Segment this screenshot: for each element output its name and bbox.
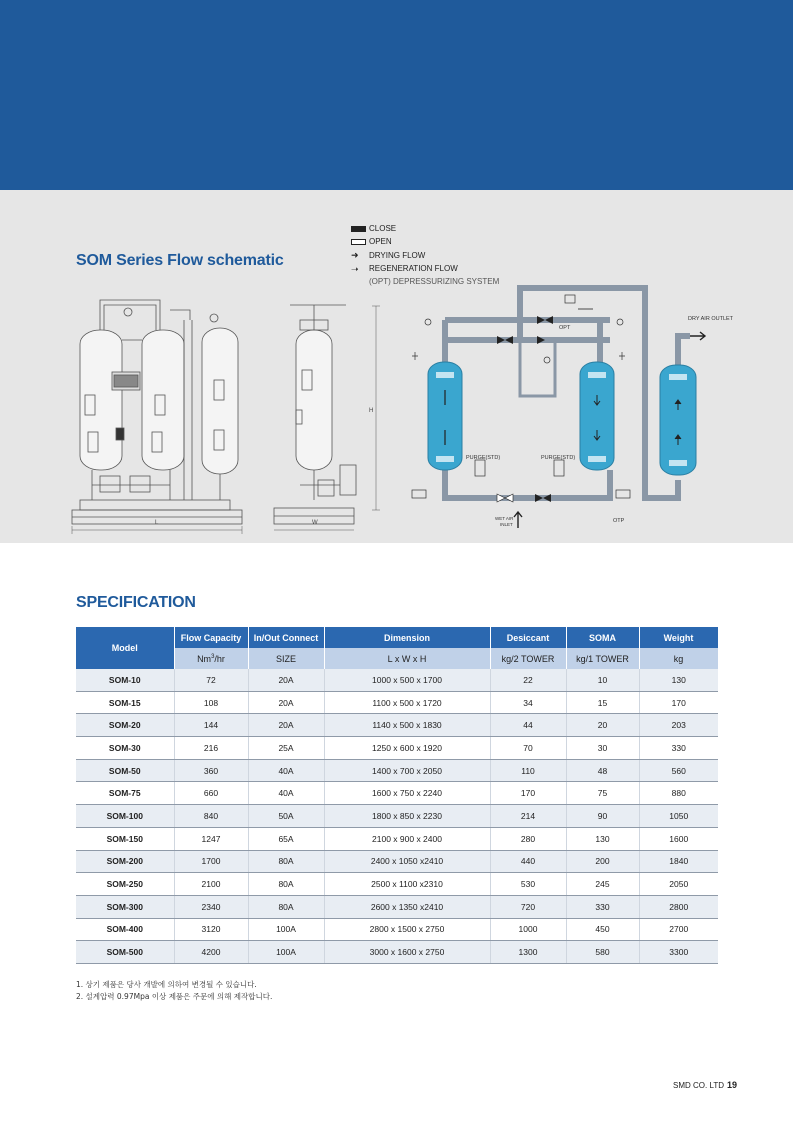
page-number: 19 (726, 1080, 737, 1090)
value-cell: 880 (639, 782, 718, 805)
value-cell: 25A (248, 737, 324, 760)
value-cell: 80A (248, 873, 324, 896)
value-cell: 2700 (639, 918, 718, 941)
value-cell: 100A (248, 918, 324, 941)
value-cell: 1300 (490, 941, 566, 964)
value-cell: 15 (566, 691, 639, 714)
value-cell: 1050 (639, 805, 718, 828)
wet-air-label: WET AIR (495, 516, 514, 521)
value-cell: 440 (490, 850, 566, 873)
value-cell: 580 (566, 941, 639, 964)
value-cell: 2800 x 1500 x 2750 (324, 918, 490, 941)
value-cell: 1000 x 500 x 1700 (324, 669, 490, 691)
value-cell: 3120 (174, 918, 248, 941)
specification-title: SPECIFICATION (76, 594, 196, 611)
value-cell: 2340 (174, 895, 248, 918)
model-cell: SOM-30 (76, 737, 174, 760)
schematic-title: SOM Series Flow schematic (76, 252, 284, 269)
table-row (76, 850, 718, 873)
valves (497, 316, 553, 502)
model-cell: SOM-100 (76, 805, 174, 828)
value-cell: 44 (490, 714, 566, 737)
value-cell: 170 (639, 691, 718, 714)
value-cell: 80A (248, 850, 324, 873)
tower-right (580, 362, 614, 470)
dim-w-label: W (312, 520, 318, 526)
value-cell: 2500 x 1100 x2310 (324, 873, 490, 896)
value-cell: 560 (639, 759, 718, 782)
value-cell: 330 (566, 895, 639, 918)
value-cell: 110 (490, 759, 566, 782)
table-row (76, 941, 718, 964)
table-header-row (76, 627, 718, 648)
front-view-drawing (72, 300, 242, 534)
footnote-2: 2. 설계압력 0.97Mpa 이상 제품은 주문에 의해 제작합니다. (76, 992, 273, 1001)
page-footer (673, 1080, 737, 1090)
drying-arrow-icon: ➜ (351, 250, 359, 261)
header-desiccant: Desiccant (490, 627, 566, 648)
value-cell: 20A (248, 691, 324, 714)
value-cell: 70 (490, 737, 566, 760)
table-row (76, 873, 718, 896)
value-cell: 1140 x 500 x 1830 (324, 714, 490, 737)
pipe-network (445, 288, 690, 498)
header-connect: In/Out Connect (248, 627, 324, 648)
unit-connect: SIZE (248, 648, 324, 669)
table-row (76, 669, 718, 691)
value-cell: 144 (174, 714, 248, 737)
value-cell: 1100 x 500 x 1720 (324, 691, 490, 714)
otp-label: OTP (613, 518, 625, 524)
opt-label: OPT (559, 325, 571, 331)
dim-l-label: L (155, 520, 159, 526)
value-cell: 3000 x 1600 x 2750 (324, 941, 490, 964)
value-cell: 108 (174, 691, 248, 714)
outlet-arrow-icon (690, 332, 705, 340)
model-cell: SOM-15 (76, 691, 174, 714)
header-soma: SOMA (566, 627, 639, 648)
value-cell: 40A (248, 782, 324, 805)
value-cell: 840 (174, 805, 248, 828)
value-cell: 20A (248, 669, 324, 691)
header-weight: Weight (639, 627, 718, 648)
value-cell: 72 (174, 669, 248, 691)
model-cell: SOM-20 (76, 714, 174, 737)
value-cell: 1600 x 750 x 2240 (324, 782, 490, 805)
model-cell: SOM-75 (76, 782, 174, 805)
value-cell: 75 (566, 782, 639, 805)
value-cell: 1247 (174, 827, 248, 850)
table-row (76, 737, 718, 760)
value-cell: 2050 (639, 873, 718, 896)
legend-regeneration: ➝ REGENERATION FLOW (351, 263, 458, 274)
header-model: Model (76, 627, 174, 669)
value-cell: 130 (566, 827, 639, 850)
table-row (76, 827, 718, 850)
value-cell: 245 (566, 873, 639, 896)
unit-dimension: L x W x H (324, 648, 490, 669)
flow-schematic-drawing (0, 190, 793, 543)
legend-close: CLOSE (351, 222, 499, 235)
value-cell: 280 (490, 827, 566, 850)
table-body (76, 669, 718, 963)
model-cell: SOM-150 (76, 827, 174, 850)
model-cell: SOM-200 (76, 850, 174, 873)
value-cell: 65A (248, 827, 324, 850)
model-cell: SOM-300 (76, 895, 174, 918)
value-cell: 48 (566, 759, 639, 782)
value-cell: 720 (490, 895, 566, 918)
regeneration-arrow-icon: ➝ (351, 263, 359, 274)
value-cell: 1840 (639, 850, 718, 873)
value-cell: 216 (174, 737, 248, 760)
unit-soma: kg/1 TOWER (566, 648, 639, 669)
dim-h-label: H (369, 408, 374, 414)
inlet-label: INLET (500, 522, 513, 527)
value-cell: 30 (566, 737, 639, 760)
value-cell: 200 (566, 850, 639, 873)
value-cell: 1800 x 850 x 2230 (324, 805, 490, 828)
model-cell: SOM-400 (76, 918, 174, 941)
value-cell: 50A (248, 805, 324, 828)
model-cell: SOM-10 (76, 669, 174, 691)
value-cell: 330 (639, 737, 718, 760)
value-cell: 530 (490, 873, 566, 896)
unit-desiccant: kg/2 TOWER (490, 648, 566, 669)
value-cell: 170 (490, 782, 566, 805)
model-cell: SOM-50 (76, 759, 174, 782)
table-row (76, 918, 718, 941)
table-row (76, 691, 718, 714)
inlet-arrow-icon (514, 512, 522, 528)
value-cell: 2100 (174, 873, 248, 896)
value-cell: 360 (174, 759, 248, 782)
value-cell: 40A (248, 759, 324, 782)
unit-weight: kg (639, 648, 718, 669)
unit-flow: Nm$^3$/hr (174, 648, 248, 669)
table-row (76, 759, 718, 782)
value-cell: 1400 x 700 x 2050 (324, 759, 490, 782)
value-cell: 1250 x 600 x 1920 (324, 737, 490, 760)
footnotes (76, 979, 272, 1003)
flow-diagram (412, 288, 705, 528)
footnote-1: 1. 상기 제품은 당사 개발에 의하여 변경될 수 있습니다. (76, 980, 257, 989)
legend-opt: (OPT) DEPRESSURIZING SYSTEM (369, 277, 500, 287)
value-cell: 1000 (490, 918, 566, 941)
value-cell: 2400 x 1050 x2410 (324, 850, 490, 873)
legend-drying: ➜ DRYING FLOW (351, 250, 426, 261)
value-cell: 2100 x 900 x 2400 (324, 827, 490, 850)
value-cell: 2800 (639, 895, 718, 918)
tower-left (428, 362, 462, 470)
purge-right-label: PURGE(STD) (541, 455, 576, 461)
value-cell: 1700 (174, 850, 248, 873)
value-cell: 1600 (639, 827, 718, 850)
value-cell: 4200 (174, 941, 248, 964)
dry-air-outlet-label: DRY AIR OUTLET (688, 316, 734, 322)
value-cell: 100A (248, 941, 324, 964)
specification-table (76, 627, 719, 964)
header-flow-capacity: Flow Capacity (174, 627, 248, 648)
header-dimension: Dimension (324, 627, 490, 648)
top-color-band (0, 0, 793, 190)
value-cell: 34 (490, 691, 566, 714)
value-cell: 10 (566, 669, 639, 691)
side-view-drawing (274, 305, 380, 530)
value-cell: 22 (490, 669, 566, 691)
value-cell: 20A (248, 714, 324, 737)
table-row (76, 714, 718, 737)
table-row (76, 782, 718, 805)
value-cell: 660 (174, 782, 248, 805)
value-cell: 90 (566, 805, 639, 828)
model-cell: SOM-250 (76, 873, 174, 896)
tower-after-filter (660, 365, 696, 475)
value-cell: 80A (248, 895, 324, 918)
value-cell: 3300 (639, 941, 718, 964)
value-cell: 2600 x 1350 x2410 (324, 895, 490, 918)
model-cell: SOM-500 (76, 941, 174, 964)
table-row (76, 805, 718, 828)
value-cell: 20 (566, 714, 639, 737)
value-cell: 450 (566, 918, 639, 941)
table-row (76, 895, 718, 918)
value-cell: 203 (639, 714, 718, 737)
legend-open: OPEN (351, 235, 499, 248)
value-cell: 214 (490, 805, 566, 828)
value-cell: 130 (639, 669, 718, 691)
company-name: SMD CO. LTD (673, 1081, 724, 1090)
purge-left-label: PURGE(STD) (466, 455, 501, 461)
